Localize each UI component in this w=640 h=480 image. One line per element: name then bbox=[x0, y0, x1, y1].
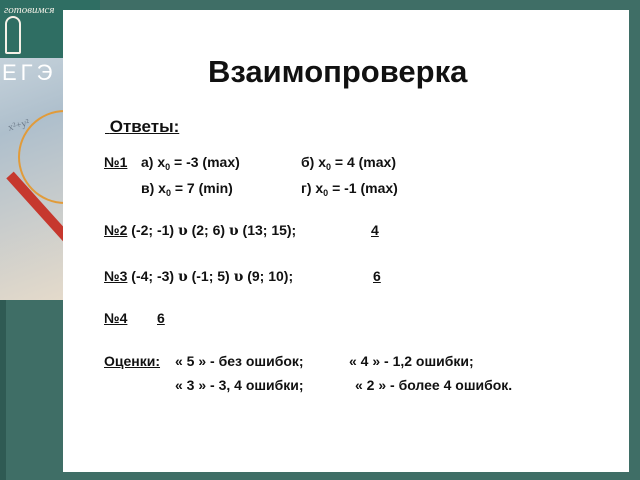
task2-number: №2 bbox=[104, 222, 128, 238]
grade-4: « 4 » - 1,2 ошибки; bbox=[349, 353, 474, 369]
task1-v-sub: 0 bbox=[165, 188, 171, 198]
grade-5: « 5 » - без ошибок; bbox=[175, 353, 304, 369]
task3-interval-2: (-1; 5) bbox=[191, 268, 230, 284]
slide-content bbox=[63, 10, 629, 472]
task3-union-2: υ bbox=[233, 269, 244, 285]
task4-answer: 6 bbox=[157, 310, 165, 326]
task1-answer-g bbox=[301, 180, 398, 198]
task1-a-value: = -3 (max) bbox=[170, 154, 240, 170]
task4-number: №4 bbox=[104, 310, 128, 326]
task4-row bbox=[104, 310, 127, 326]
task3-interval-1: (-4; -3) bbox=[131, 268, 175, 284]
task3-number: №3 bbox=[104, 268, 128, 284]
person-figure-icon bbox=[5, 16, 21, 54]
task1-v-value: = 7 (min) bbox=[170, 180, 233, 196]
task2-answer: 4 bbox=[371, 222, 379, 238]
task3-row bbox=[104, 268, 293, 285]
answers-heading bbox=[105, 117, 179, 137]
grades-label-text: Оценки: bbox=[104, 353, 161, 369]
task1-b-sub: 0 bbox=[326, 162, 332, 172]
task1-answer-b bbox=[301, 154, 396, 172]
task1-answer-v bbox=[141, 180, 233, 198]
task1-a-label: а) x bbox=[141, 154, 166, 170]
grade-2: « 2 » - более 4 ошибок. bbox=[355, 377, 513, 393]
task1-b-value: = 4 (max) bbox=[331, 154, 396, 170]
task1-row-1 bbox=[104, 154, 127, 170]
task2-union-2: υ bbox=[228, 223, 239, 239]
task1-b-label: б) x bbox=[301, 154, 326, 170]
ege-logo-text: ЕГЭ bbox=[2, 60, 57, 85]
task3-union-1: υ bbox=[177, 269, 188, 285]
task1-a-sub: 0 bbox=[165, 162, 171, 172]
task1-g-label: г) x bbox=[301, 180, 324, 196]
task1-answer-a bbox=[141, 154, 240, 172]
task1-v-label: в) x bbox=[141, 180, 166, 196]
task2-row bbox=[104, 222, 296, 239]
task1-g-sub: 0 bbox=[323, 188, 329, 198]
task2-interval-3: (13; 15); bbox=[242, 222, 297, 238]
grade-3: « 3 » - 3, 4 ошибки; bbox=[175, 377, 304, 393]
page-title: Взаимопроверка bbox=[208, 54, 468, 89]
task3-answer: 6 bbox=[373, 268, 381, 284]
collage-formula-text: x²+y² bbox=[6, 117, 31, 134]
task3-interval-3: (9; 10); bbox=[247, 268, 294, 284]
task2-interval-1: (-2; -1) bbox=[131, 222, 175, 238]
task2-union-1: υ bbox=[177, 223, 188, 239]
task1-g-value: = -1 (max) bbox=[328, 180, 398, 196]
task1-number: №1 bbox=[104, 154, 128, 170]
answers-heading-text: Ответы: bbox=[109, 117, 180, 136]
collage-brand-caption: готовимся bbox=[4, 4, 55, 16]
grades-label bbox=[104, 353, 160, 369]
task2-interval-2: (2; 6) bbox=[191, 222, 226, 238]
